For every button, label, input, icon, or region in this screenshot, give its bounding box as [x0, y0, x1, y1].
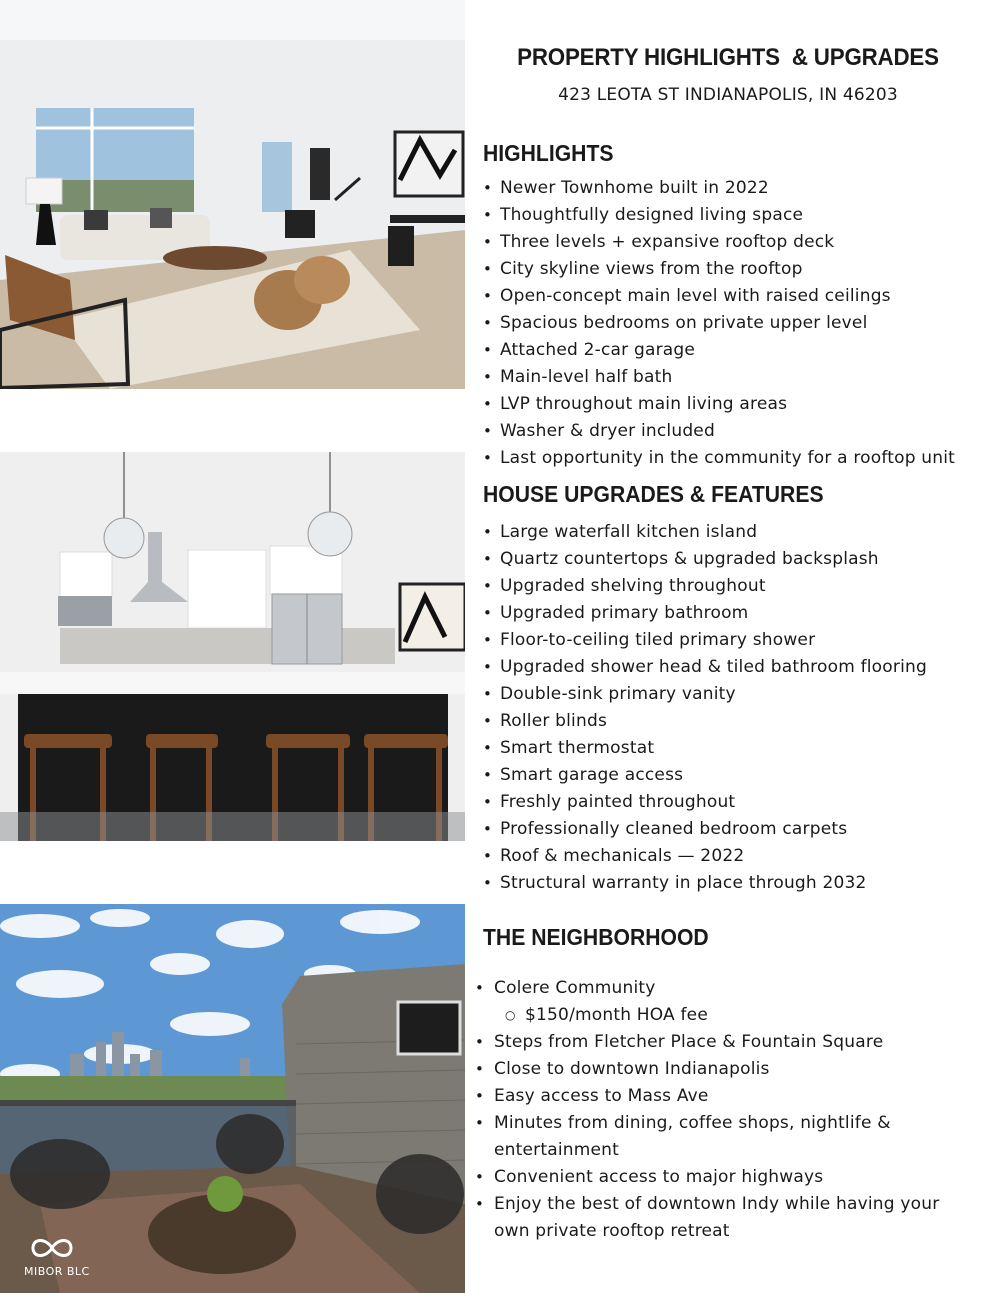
mibor-logo: [24, 1234, 104, 1282]
list-item: • Upgraded shelving throughout: [483, 573, 927, 600]
upgrades-list: [483, 519, 927, 897]
list-item: • Last opportunity in the community for a rooftop unit: [483, 445, 955, 472]
list-item: • Upgraded shower head & tiled bathroom flooring: [483, 654, 927, 681]
list-item: • City skyline views from the rooftop: [483, 256, 955, 283]
living-room-photo: [0, 0, 465, 389]
list-item: • Three levels + expansive rooftop deck: [483, 229, 955, 256]
upgrades-heading: HOUSE UPGRADES & FEATURES: [483, 481, 824, 507]
list-item: • Open-concept main level with raised ceilings: [483, 283, 955, 310]
list-item: • LVP throughout main living areas: [483, 391, 955, 418]
list-item: • Structural warranty in place through 2032: [483, 870, 927, 897]
list-item: • Colere Community: [475, 975, 975, 1002]
neighborhood-list: [475, 975, 975, 1245]
infinity-icon: [30, 1234, 74, 1262]
list-item: • Attached 2-car garage: [483, 337, 955, 364]
property-address: 423 LEOTA ST INDIANAPOLIS, IN 46203: [558, 85, 898, 105]
list-item: • Enjoy the best of downtown Indy while having your own private rooftop retreat: [475, 1191, 975, 1245]
list-item: • Washer & dryer included: [483, 418, 955, 445]
list-item: • Double-sink primary vanity: [483, 681, 927, 708]
kitchen-photo: [0, 452, 465, 841]
list-item: • Professionally cleaned bedroom carpets: [483, 816, 927, 843]
list-item: • Thoughtfully designed living space: [483, 202, 955, 229]
list-item: • Main-level half bath: [483, 364, 955, 391]
list-item: • Convenient access to major highways: [475, 1164, 975, 1191]
list-item: • Roller blinds: [483, 708, 927, 735]
list-item: • Steps from Fletcher Place & Fountain Square: [475, 1029, 975, 1056]
list-item: • Large waterfall kitchen island: [483, 519, 927, 546]
list-item: • Upgraded primary bathroom: [483, 600, 927, 627]
logo-text: MIBOR BLC: [24, 1265, 90, 1278]
neighborhood-heading: THE NEIGHBORHOOD: [483, 924, 709, 950]
list-item: • Freshly painted throughout: [483, 789, 927, 816]
list-item: • Smart garage access: [483, 762, 927, 789]
list-item: • Newer Townhome built in 2022: [483, 175, 955, 202]
list-item: • Minutes from dining, coffee shops, nightlife & entertainment: [475, 1110, 975, 1164]
list-item: • Spacious bedrooms on private upper level: [483, 310, 955, 337]
page-title: PROPERTY HIGHLIGHTS & UPGRADES: [517, 44, 939, 71]
list-item: • Roof & mechanicals — 2022: [483, 843, 927, 870]
list-item: • Close to downtown Indianapolis: [475, 1056, 975, 1083]
list-item: • Easy access to Mass Ave: [475, 1083, 975, 1110]
list-item: • Floor-to-ceiling tiled primary shower: [483, 627, 927, 654]
list-item: • Smart thermostat: [483, 735, 927, 762]
highlights-list: [483, 175, 955, 472]
highlights-heading: HIGHLIGHTS: [483, 140, 614, 166]
hoa-fee-item: ○ $150/month HOA fee: [475, 1002, 975, 1029]
list-item: • Quartz countertops & upgraded backsplash: [483, 546, 927, 573]
